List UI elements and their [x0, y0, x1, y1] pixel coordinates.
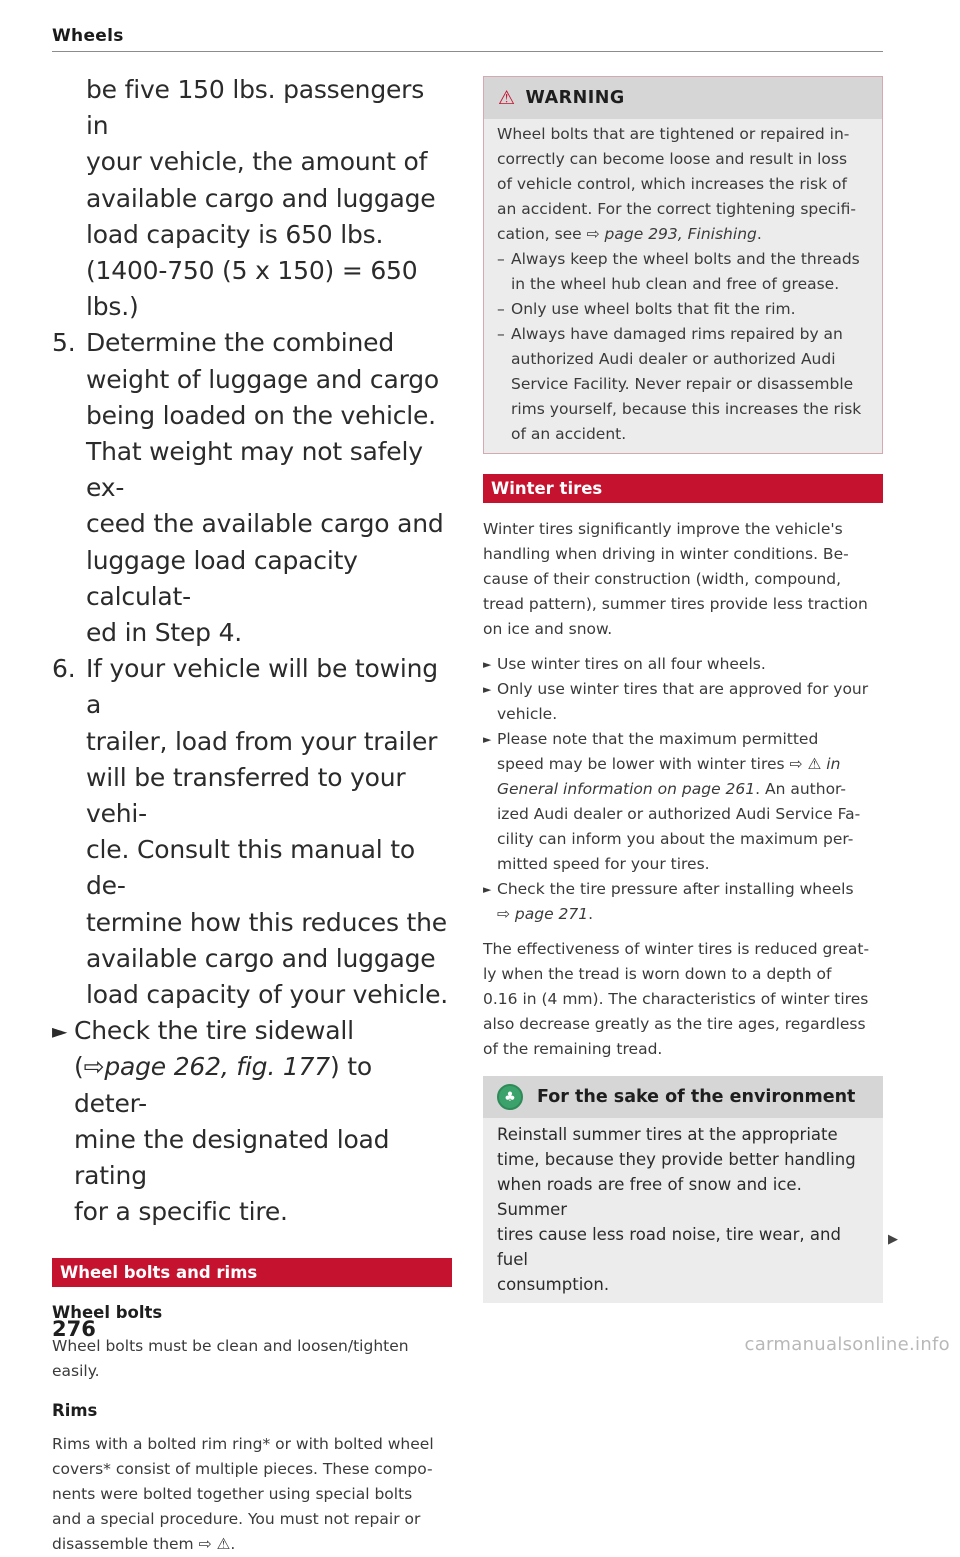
- text-line: will be transferred to your vehi-: [86, 762, 406, 829]
- text-line: cle. Consult this manual to de-: [86, 835, 415, 901]
- text-line: disassemble them ⇨ ⚠.: [52, 1534, 236, 1553]
- warning-dash-item: – Only use wheel bolts that fit the rim.: [497, 297, 870, 322]
- check-sidewall-item: [52, 1013, 452, 1122]
- text-line: nents were bolted together using special bolts: [52, 1484, 413, 1503]
- watermark: carmanualsonline.info: [744, 1334, 950, 1355]
- step-6: [52, 651, 452, 1013]
- text-line: Wheel bolts must be clean and loosen/tighten: [52, 1336, 409, 1355]
- text-line: Determine the combined: [86, 328, 395, 358]
- environment-header: [483, 1076, 883, 1118]
- text-line: authorized Audi dealer or authorized Audi: [511, 350, 836, 368]
- continue-arrow-icon: ▶: [888, 1232, 898, 1247]
- text-line: your vehicle, the amount of: [86, 147, 428, 177]
- warning-triangle-icon: ⚠: [498, 87, 516, 109]
- text-line: Please note that the maximum permitted: [497, 730, 819, 748]
- text-line: correctly can become loose and result in loss: [497, 150, 848, 168]
- text-line: Service Facility. Never repair or disassemble: [511, 375, 854, 393]
- winter-instructions: [483, 652, 883, 927]
- text-line: trailer, load from your trailer: [86, 726, 438, 756]
- page-number: 276: [52, 1317, 96, 1341]
- bullet-arrow-icon: ►: [483, 658, 492, 671]
- text-line: covers* consist of multiple pieces. These compo-: [52, 1459, 433, 1478]
- text-line: also decrease greatly as the tire ages, regardless: [483, 1015, 866, 1033]
- text-line: Check the tire sidewall: [74, 1016, 354, 1046]
- text-line: cause of their construction (width, compound,: [483, 570, 842, 588]
- text-line: consumption.: [497, 1275, 610, 1294]
- step-5: [52, 325, 452, 651]
- warning-dash-item: – Always have damaged rims repaired by an authorized Audi dealer or authorized Audi Service Facility. Never repair or disassemble rims yourself, because this increases the risk of an accident.: [497, 322, 870, 447]
- text-line: when roads are free of snow and ice. Summer: [497, 1175, 802, 1219]
- text-line: 0.16 in (4 mm). The characteristics of winter tires: [483, 990, 869, 1008]
- list-item: [483, 727, 883, 877]
- text-line: handling when driving in winter conditions. Be-: [483, 545, 849, 563]
- page-reference-link[interactable]: General information on page 261: [497, 780, 756, 798]
- text-line: ceed the available cargo and: [86, 509, 444, 539]
- text-line: and a special procedure. You must not repair or: [52, 1509, 421, 1528]
- right-column: [483, 76, 883, 1303]
- step-number: 6.: [52, 654, 76, 684]
- text-line: termine how this reduces the: [86, 907, 447, 937]
- text-line: ly when the tread is worn down to a depth of: [483, 965, 832, 983]
- text-line: (⇨page 262, fig. 177) to deter-: [74, 1052, 372, 1118]
- text-line: speed may be lower with winter tires ⇨ ⚠ in: [497, 755, 841, 773]
- text-line: available cargo and luggage: [86, 183, 436, 213]
- winter-outro-paragraph: [483, 937, 883, 1062]
- text-line: cility can inform you about the maximum per-: [497, 830, 854, 848]
- text-line: Always have damaged rims repaired by an: [511, 325, 843, 343]
- winter-intro-paragraph: [483, 517, 883, 642]
- section-title-winter-tires: Winter tires: [483, 474, 883, 503]
- text-line: Check the tire pressure after installing wheels: [497, 880, 854, 898]
- text-line: weight of luggage and cargo: [86, 364, 439, 394]
- subheading-wheel-bolts: Wheel bolts: [52, 1302, 163, 1322]
- text-line: mine the designated load rating: [74, 1124, 390, 1191]
- text-line: cation, see ⇨ page 293, Finishing.: [497, 225, 762, 243]
- text-line: That weight may not safely ex-: [86, 437, 423, 503]
- subheading-rims: Rims: [52, 1400, 98, 1420]
- environment-box: [483, 1076, 883, 1303]
- text-line: on ice and snow.: [483, 620, 613, 638]
- step4-continuation: [52, 72, 452, 325]
- bullet-arrow-icon: ►: [52, 1019, 68, 1044]
- text-line: (1400-750 (5 x 150) = 650: [86, 256, 418, 286]
- text-line: If your vehicle will be towing a: [86, 654, 438, 720]
- text-line: being loaded on the vehicle.: [86, 400, 436, 430]
- text-line: Only use winter tires that are approved for your: [497, 680, 869, 698]
- text-line: of the remaining tread.: [483, 1040, 663, 1058]
- step-number: 5.: [52, 328, 76, 358]
- text-line: of an accident.: [511, 425, 627, 443]
- warning-dash-item: – Always keep the wheel bolts and the threads in the wheel hub clean and free of grease.: [497, 247, 870, 297]
- text-line: Only use wheel bolts that fit the rim.: [511, 300, 796, 318]
- text-line: tires cause less road noise, tire wear, and fuel: [497, 1225, 841, 1269]
- warning-body: [484, 119, 882, 453]
- text-line: Wheel bolts that are tightened or repaired in-: [497, 125, 850, 143]
- section-header: Wheels: [52, 26, 124, 46]
- section-title-wheel-bolts: Wheel bolts and rims: [52, 1258, 452, 1287]
- warning-header: [484, 77, 882, 119]
- bullet-arrow-icon: ►: [483, 883, 492, 896]
- page-reference-link[interactable]: ⇨ page 293, Finishing: [586, 225, 757, 243]
- text-line: luggage load capacity calculat-: [86, 545, 358, 611]
- text-line: mitted speed for your tires.: [497, 855, 710, 873]
- text-line: ⇨ page 271.: [497, 905, 594, 923]
- left-column: [52, 72, 452, 1557]
- list-item: [483, 877, 883, 927]
- text-line: an accident. For the correct tightening specifi-: [497, 200, 856, 218]
- text-line: load capacity is 650 lbs.: [86, 219, 384, 249]
- warning-box: [483, 76, 883, 454]
- list-item: [483, 677, 883, 727]
- text-line: tread pattern), summer tires provide less traction: [483, 595, 868, 613]
- text-line: The effectiveness of winter tires is reduced great-: [483, 940, 870, 958]
- rims-paragraph: [52, 1432, 452, 1557]
- list-item: ► Use winter tires on all four wheels.: [483, 652, 883, 677]
- text-line: Always keep the wheel bolts and the threads: [511, 250, 860, 268]
- text-line: Winter tires significantly improve the vehicle's: [483, 520, 843, 538]
- warning-title: WARNING: [525, 88, 625, 108]
- page-ref-arrow-icon: ⇨: [83, 1052, 105, 1082]
- text-line: in the wheel hub clean and free of grease.: [511, 275, 840, 293]
- text-line: for a specific tire.: [74, 1197, 288, 1227]
- page-reference-link[interactable]: ⇨ page 271: [497, 905, 589, 923]
- text-line: Reinstall summer tires at the appropriate: [497, 1125, 838, 1144]
- environment-body: [483, 1118, 883, 1303]
- bullet-arrow-icon: ►: [483, 683, 492, 696]
- text-line: be five 150 lbs. passengers in: [86, 75, 425, 141]
- wheel-bolts-paragraph: [52, 1334, 452, 1384]
- text-line: available cargo and luggage: [86, 943, 436, 973]
- text-line: lbs.): [86, 292, 139, 322]
- check-sidewall-continuation: [52, 1122, 452, 1231]
- text-line: rims yourself, because this increases the risk: [511, 400, 862, 418]
- text-line: time, because they provide better handling: [497, 1150, 856, 1169]
- environment-title: For the sake of the environment: [537, 1087, 856, 1107]
- header-divider: [52, 51, 883, 52]
- text-line: vehicle.: [497, 705, 558, 723]
- environment-tree-icon: ♣: [497, 1084, 523, 1110]
- text-line: ized Audi dealer or authorized Audi Service Fa-: [497, 805, 861, 823]
- text-line: of vehicle control, which increases the risk of: [497, 175, 847, 193]
- page-reference-link[interactable]: page 262, fig. 177: [104, 1052, 330, 1082]
- text-line: General information on page 261. An author-: [497, 780, 847, 798]
- text-line: load capacity of your vehicle.: [86, 980, 449, 1010]
- bullet-arrow-icon: ►: [483, 733, 492, 746]
- text-line: ed in Step 4.: [86, 618, 243, 648]
- text-line: Rims with a bolted rim ring* or with bolted wheel: [52, 1434, 434, 1453]
- text-line: easily.: [52, 1361, 100, 1380]
